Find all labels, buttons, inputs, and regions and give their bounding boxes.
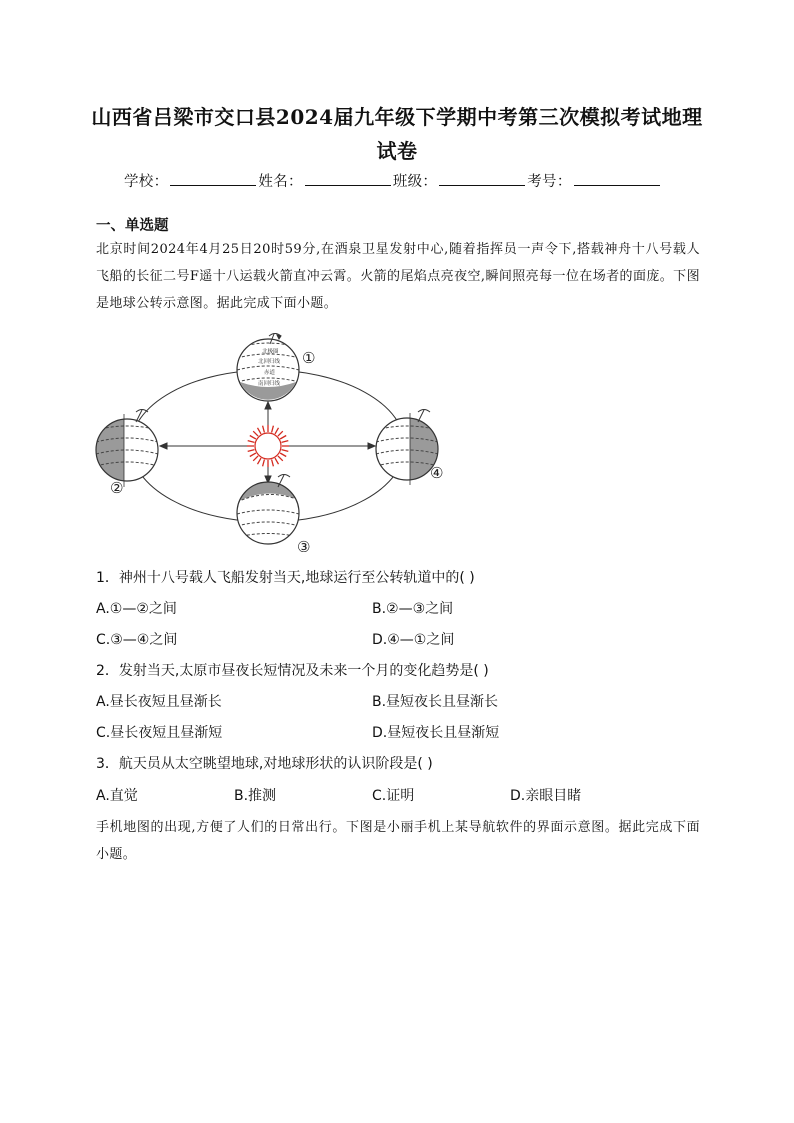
school-label: 学校： bbox=[124, 174, 169, 190]
sun-ray bbox=[275, 428, 279, 434]
sun-icon bbox=[247, 425, 289, 467]
passage-1: 北京时间2024年4月25日20时59分,在酒泉卫星发射中心,随着指挥员一声令下,搭载神舟十八号载人飞船的长征二号F遥十八运载火箭直冲云霄。火箭的尾焰点亮夜空,瞬间照亮每一位在场者的面庞。下图是地球公转示意图。据此完成下面小题。 bbox=[96, 242, 700, 311]
sun-ray bbox=[282, 441, 289, 443]
sun-ray bbox=[272, 460, 274, 467]
sun-ray bbox=[250, 436, 256, 440]
sun-ray bbox=[248, 441, 255, 443]
q1-option-a[interactable]: A.①—②之间 bbox=[96, 601, 177, 617]
section-title: 一、单选题 bbox=[96, 218, 169, 234]
globe-line-label: 赤道 bbox=[264, 370, 276, 376]
question-2: 2．发射当天,太原市昼夜长短情况及未来一个月的变化趋势是( ) bbox=[96, 663, 489, 679]
school-blank bbox=[170, 171, 256, 186]
label-4: ④ bbox=[430, 464, 444, 482]
globe-2 bbox=[94, 410, 158, 490]
q2-option-c[interactable]: C.昼长夜短且昼渐短 bbox=[96, 725, 223, 741]
sun-ray bbox=[280, 453, 286, 457]
number-label: 考号： bbox=[527, 174, 572, 190]
sun-ray bbox=[280, 436, 286, 440]
globe-line-label: 南回归线 bbox=[258, 381, 281, 387]
page-title: 山西省吕梁市交口县2024届九年级下学期中考第三次模拟考试地理试卷 bbox=[91, 105, 703, 163]
q1-option-b[interactable]: B.②—③之间 bbox=[372, 601, 454, 617]
q3-option-c[interactable]: C.证明 bbox=[372, 788, 415, 804]
sun-ray bbox=[272, 426, 274, 433]
label-2: ② bbox=[110, 479, 124, 497]
q2-option-a[interactable]: A.昼长夜短且昼渐长 bbox=[96, 694, 222, 710]
sun-ray bbox=[263, 460, 265, 467]
sun-ray bbox=[253, 456, 258, 461]
sun-ray bbox=[248, 450, 255, 452]
question-1: 1．神州十八号载人飞船发射当天,地球运行至公转轨道中的( ) bbox=[96, 570, 475, 586]
label-3: ③ bbox=[297, 538, 311, 552]
sun-ray bbox=[258, 428, 262, 434]
q2-option-d[interactable]: D.昼短夜长且昼渐短 bbox=[372, 725, 500, 741]
sun-ray bbox=[253, 431, 258, 436]
question-3: 3．航天员从太空眺望地球,对地球形状的认识阶段是( ) bbox=[96, 756, 433, 772]
sun-ray bbox=[278, 456, 283, 461]
sun-ray bbox=[275, 458, 279, 464]
q1-option-c[interactable]: C.③—④之间 bbox=[96, 632, 178, 648]
earth-revolution-diagram bbox=[94, 330, 454, 552]
sun-ray bbox=[263, 426, 265, 433]
name-blank bbox=[305, 171, 391, 186]
name-label: 姓名： bbox=[258, 174, 303, 190]
q3-option-b[interactable]: B.推测 bbox=[234, 788, 277, 804]
student-info bbox=[124, 170, 662, 191]
number-blank bbox=[574, 171, 660, 186]
q1-option-d[interactable]: D.④—①之间 bbox=[372, 632, 455, 648]
sun-ray bbox=[278, 431, 283, 436]
sun-ray bbox=[258, 458, 262, 464]
class-blank bbox=[439, 171, 525, 186]
globe-line-label: 北极圈 bbox=[262, 349, 279, 355]
sun-ray bbox=[282, 450, 289, 452]
q3-option-d[interactable]: D.亲眼目睹 bbox=[510, 788, 582, 804]
globe-line-label: 北回归线 bbox=[258, 359, 281, 365]
class-label: 班级： bbox=[392, 174, 438, 190]
passage-2: 手机地图的出现,方便了人们的日常出行。下图是小丽手机上某导航软件的界面示意图。据此完成下面小题。 bbox=[96, 820, 700, 862]
sun-ray bbox=[250, 453, 256, 457]
q2-option-b[interactable]: B.昼短夜长且昼渐长 bbox=[372, 694, 499, 710]
label-1: ① bbox=[302, 349, 316, 367]
q3-option-a[interactable]: A.直觉 bbox=[96, 788, 138, 804]
